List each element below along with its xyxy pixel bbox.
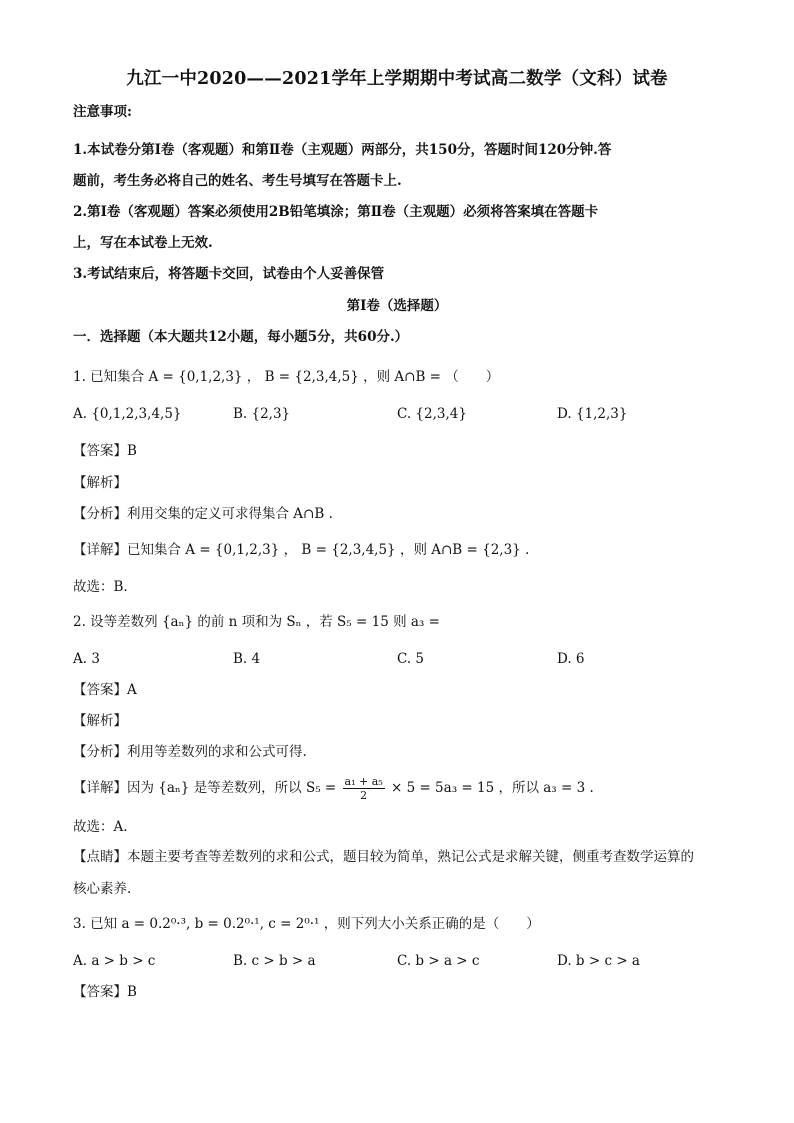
notice-line-4: 上，写在本试卷上无效. — [73, 235, 213, 251]
question-1-conclusion: 故选：B. — [73, 579, 128, 595]
question-3-stem: 3. 已知 a = 0.2⁰·³, b = 0.2⁰·¹, c = 2⁰·¹ ，则下列大小关系正确的是（ ） — [73, 916, 540, 932]
question-3-option-a: A. a > b > c — [73, 953, 156, 969]
question-1-option-a: A. {0,1,2,3,4,5} — [73, 406, 182, 422]
fraction — [343, 775, 385, 802]
section-1-title: 一．选择题（本大题共12小题，每小题5分，共60分.） — [73, 329, 409, 345]
question-2-conclusion: 故选：A. — [73, 819, 128, 835]
question-2-analysis-label: 【解析】 — [73, 713, 127, 729]
question-2-xiangjie-pre: 【详解】因为 {aₙ} 是等差数列，所以 S₅ = — [73, 780, 337, 796]
question-3-option-b: B. c > b > a — [233, 953, 316, 969]
notice-line-5: 3.考试结束后，将答题卡交回，试卷由个人妥善保管 — [73, 266, 385, 282]
question-1-fenxi: 【分析】利用交集的定义可求得集合 A∩B . — [73, 506, 333, 522]
question-2-fenxi: 【分析】利用等差数列的求和公式可得. — [73, 744, 307, 760]
notice-heading: 注意事项: — [73, 104, 132, 120]
question-1-option-d: D. {1,2,3} — [557, 406, 628, 422]
question-1-option-c: C. {2,3,4} — [397, 406, 467, 422]
question-2-option-c: C. 5 — [397, 651, 425, 667]
question-2-answer: 【答案】A — [73, 682, 137, 698]
question-2-option-b: B. 4 — [233, 651, 261, 667]
question-1-stem: 1. 已知集合 A = {0,1,2,3} ， B = {2,3,4,5} ，则 A∩B = （ ） — [73, 369, 500, 385]
fraction-denominator: 2 — [360, 789, 368, 802]
question-2-option-a: A. 3 — [73, 651, 100, 667]
page-title: 九江一中2020——2021学年上学期期中考试高二数学（文科）试卷 — [126, 69, 668, 89]
question-2-xiangjie-post: × 5 = 5a₃ = 15 ，所以 a₃ = 3 . — [390, 780, 594, 796]
fraction-numerator: a₁ + a₅ — [344, 775, 383, 788]
question-1-option-b: B. {2,3} — [233, 406, 291, 422]
question-3-option-d: D. b > c > a — [557, 953, 640, 969]
notice-line-2: 题前，考生务必将自己的姓名、考生号填写在答题卡上. — [73, 173, 402, 189]
notice-line-1: 1.本试卷分第Ⅰ卷（客观题）和第Ⅱ卷（主观题）两部分，共150分，答题时间120分钟.答 — [73, 142, 612, 158]
question-1-analysis-label: 【解析】 — [73, 475, 127, 491]
question-1-xiangjie: 【详解】已知集合 A = {0,1,2,3} ， B = {2,3,4,5} ，则 A∩B = {2,3} . — [73, 542, 530, 558]
part-1-title: 第Ⅰ卷（选择题） — [346, 298, 448, 314]
question-2-dianjing-line-2: 核心素养. — [73, 881, 132, 897]
question-1-answer: 【答案】B — [73, 443, 137, 459]
question-2-xiangjie — [73, 774, 594, 802]
question-3-answer: 【答案】B — [73, 984, 137, 1000]
notice-line-3: 2.第Ⅰ卷（客观题）答案必须使用2B铅笔填涂；第Ⅱ卷（主观题）必须将答案填在答题卡 — [73, 204, 599, 220]
question-2-dianjing-line-1: 【点睛】本题主要考查等差数列的求和公式，题目较为简单，熟记公式是求解关键，侧重考查数学运算的 — [73, 849, 694, 865]
question-2-stem: 2. 设等差数列 {aₙ} 的前 n 项和为 Sₙ ，若 S₅ = 15 则 a₃ = — [73, 614, 440, 630]
question-2-option-d: D. 6 — [557, 651, 585, 667]
question-3-option-c: C. b > a > c — [397, 953, 480, 969]
